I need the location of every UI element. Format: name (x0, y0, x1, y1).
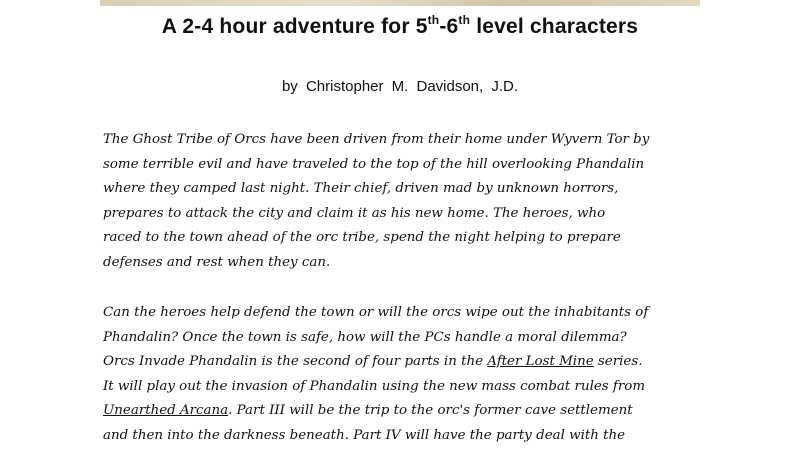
paragraph-line: The Ghost Tribe of Orcs have been driven from their home under Wyvern Tor by (103, 132, 650, 147)
subtitle-suffix: level characters (470, 15, 639, 38)
after-lost-mine-link[interactable]: After Lost Mine (487, 354, 594, 369)
paragraph-line: and then into the darkness beneath. Part IV will have the party deal with the (103, 427, 626, 443)
paragraph-line: some terrible evil and have traveled to the top of the hill overlooking Phandalin (103, 156, 645, 172)
overview-paragraph (103, 301, 698, 448)
paragraph-line: Phandalin? Once the town is safe, how will the PCs handle a moral dilemma? (103, 329, 627, 345)
intro-paragraph (103, 128, 698, 275)
paragraph-line: prepares to attack the city and claim it as his new home. The heroes, who (103, 205, 606, 221)
subtitle-superscript-1: th (427, 13, 440, 27)
adventure-subtitle (0, 14, 800, 39)
paragraph-line: where they camped last night. Their chief, driven mad by unknown horrors, (103, 181, 619, 196)
adventure-title-reference: Orcs Invade Phandalin (103, 354, 258, 369)
unearthed-arcana-link[interactable]: Unearthed Arcana (103, 403, 229, 418)
paragraph-line (103, 350, 698, 375)
paragraph-text: . Part III will be the trip to the orc's former cave settlement (228, 403, 633, 418)
paragraph-text: series. (593, 354, 643, 369)
paragraph-line (103, 399, 698, 424)
paragraph-line: It will play out the invasion of Phandalin using the new mass combat rules from (103, 378, 646, 394)
subtitle-prefix: A 2-4 hour adventure for 5 (161, 15, 428, 38)
subtitle-superscript-2: th (458, 13, 471, 27)
paragraph-line: Can the heroes help defend the town or will the orcs wipe out the inhabitants of (103, 305, 649, 320)
header-banner-strip (100, 0, 700, 6)
paragraph-text: is the second of four parts in the (257, 354, 488, 369)
paragraph-line: raced to the town ahead of the orc tribe, spend the night helping to prepare (103, 230, 621, 245)
author-byline: by Christopher M. Davidson, J.D. (281, 78, 519, 95)
subtitle-middle: -6 (439, 15, 459, 38)
paragraph-line: defenses and rest when they can. (103, 254, 331, 270)
